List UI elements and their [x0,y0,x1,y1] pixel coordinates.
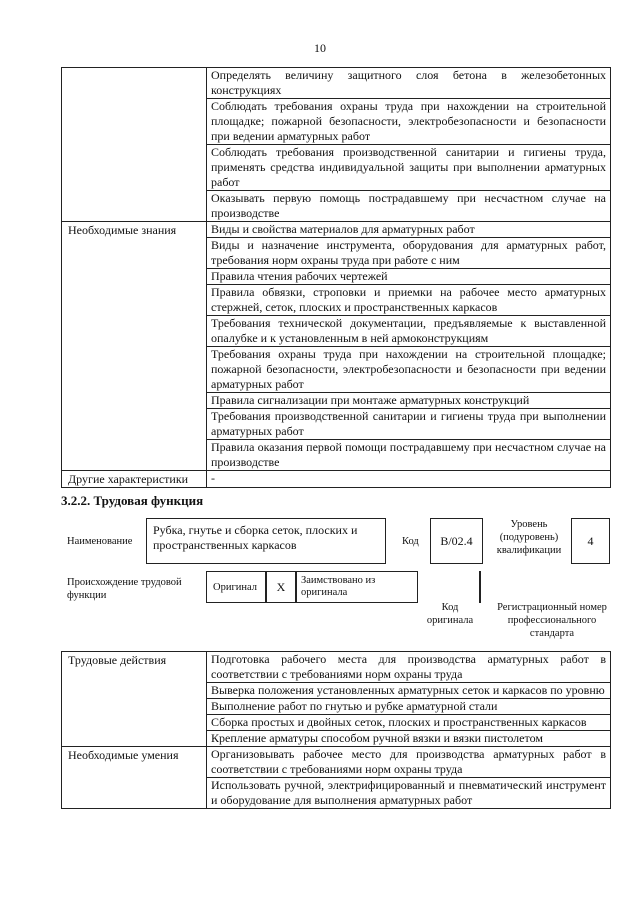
borrowed-label: Заимствовано из оригинала [296,571,418,603]
row-item: Выполнение работ по гнутью и рубке арматурной стали [207,699,611,715]
code-original-label: Код оригинала [426,602,474,626]
function-code-box: B/02.4 [430,518,483,564]
row-item: Виды и свойства материалов для арматурных работ [207,222,611,238]
row-item: Правила обвязки, строповки и приемки на рабочее место арматурных стержней, сеток, плоских и пространственных каркасов [207,285,611,316]
table-row [62,471,611,488]
level-value-box: 4 [571,518,610,564]
row-item: Соблюдать требования охраны труда при нахождении на строительной площадке; пожарной безопасности, электробезопасности и безопасности при ведении арматурных работ [207,99,611,145]
row-category: Необходимые знания [62,222,207,471]
row-item: Правила чтения рабочих чертежей [207,269,611,285]
row-item: Правила оказания первой помощи пострадавшему при несчастном случае на производстве [207,440,611,471]
row-item: Определять величину защитного слоя бетона в железобетонных конструкциях [207,68,611,99]
row-item: - [207,471,611,488]
page-number: 10 [314,41,326,55]
row-item: Оказывать первую помощь пострадавшему при несчастном случае на производстве [207,191,611,222]
row-item: Использовать ручной, электрифицированный и пневматический инструмент и оборудование для выполнения арматурных работ [207,778,611,809]
row-item: Выверка положения установленных арматурных сеток и каркасов по уровню [207,683,611,699]
row-item: Виды и назначение инструмента, оборудования для арматурных работ, требования норм охраны труда при работе с ним [207,238,611,269]
row-item: Сборка простых и двойных сеток, плоских и пространственных каркасов [207,715,611,731]
row-item: Правила сигнализации при монтаже арматурных конструкций [207,393,611,409]
code-label: Код [402,536,419,547]
row-item: Требования технической документации, предъявляемые к выставленной опалубке и к установленным в ней армоконструкциям [207,316,611,347]
row-item: Крепление арматуры способом ручной вязки и вязки пистолетом [207,731,611,747]
row-category [62,68,207,222]
original-mark: X [266,571,296,603]
reg-number-label: Регистрационный номер профессионального стандарта [497,602,607,639]
requirements-table [61,67,611,488]
row-category: Необходимые умения [62,747,207,809]
reg-number-cell [480,571,610,603]
row-item: Соблюдать требования производственной санитарии и гигиены труда, применять средства индивидуальной защиты при выполнении арматурных работ [207,145,611,191]
row-category: Другие характеристики [62,471,207,488]
row-item: Организовывать рабочее место для производства арматурных работ в соответствии с требованиями норм охраны труда [207,747,611,778]
section-heading: 3.2.2. Трудовая функция [61,493,204,508]
row-category: Трудовые действия [62,652,207,747]
table-row [62,222,611,238]
table-row [62,68,611,99]
table-row [62,747,611,778]
code-original-cell [418,571,480,603]
origin-label: Происхождение трудовой функции [67,577,182,601]
row-item: Требования производственной санитарии и гигиены труда при выполнении арматурных работ [207,409,611,440]
original-label: Оригинал [206,571,266,603]
labor-function-table [61,651,611,809]
row-item: Подготовка рабочего места для производства арматурных работ в соответствии с требованиями норм охраны труда [207,652,611,683]
table-row [62,652,611,683]
level-label: Уровень (подуровень) квалификации [496,519,562,556]
row-item: Требования охраны труда при нахождении на строительной площадке; пожарной безопасности, электробезопасности и безопасности при ведении арматурных работ [207,347,611,393]
name-label: Наименование [67,536,133,547]
function-name-box: Рубка, гнутье и сборка сеток, плоских и пространственных каркасов [146,518,386,564]
